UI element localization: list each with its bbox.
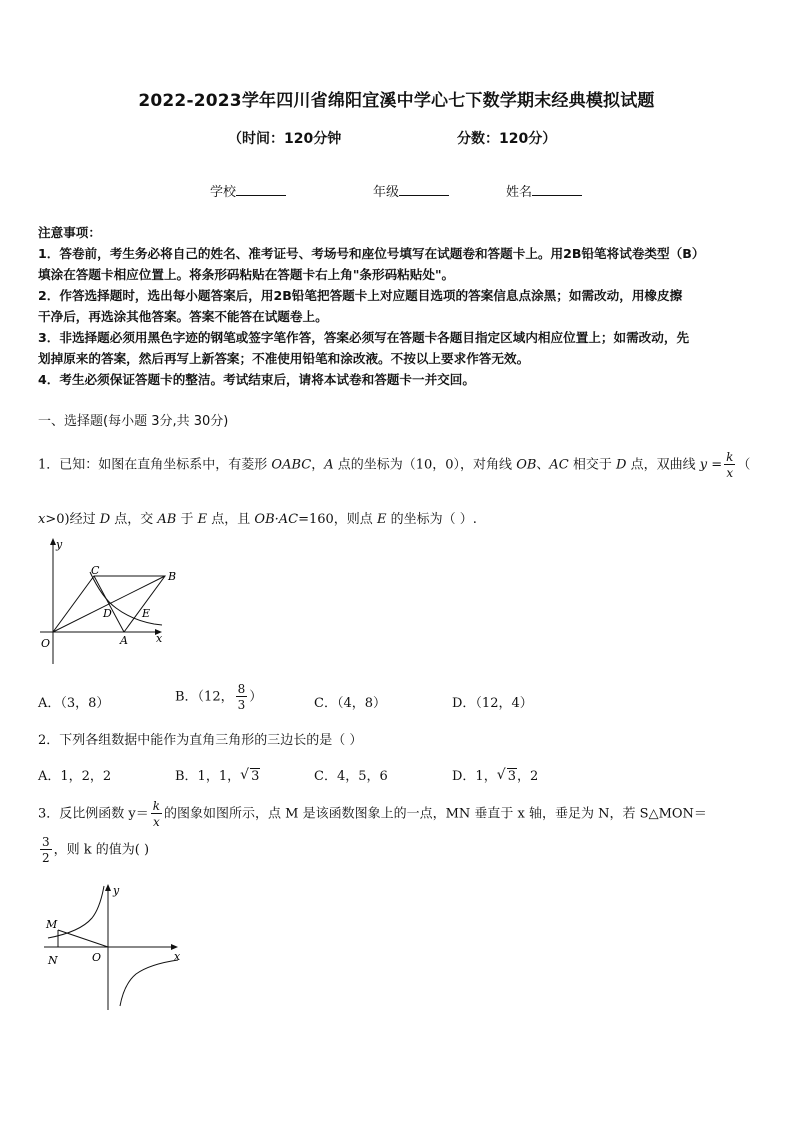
q2-option-a[interactable]: A．1，2，2	[38, 769, 112, 784]
q1-text: 点，且	[207, 512, 255, 527]
exam-time: （时间：120分钟	[228, 131, 342, 147]
q1-e: E	[197, 512, 208, 527]
label-b: B	[168, 570, 176, 583]
sqrt-symbol	[240, 769, 260, 784]
label-x: x	[156, 632, 163, 645]
option-text: ，2	[516, 769, 539, 784]
q1-fraction	[724, 451, 735, 479]
notes-line: 4．考生必须保证答题卡的整洁。考试结束后，请将本试卷和答题卡一并交回。	[38, 372, 475, 387]
name-blank[interactable]	[532, 183, 582, 196]
q1-oabc: OABC	[271, 457, 312, 473]
q1-a: A	[324, 457, 334, 473]
section-heading: 一、选择题(每小题 3分,共 30分)	[38, 414, 229, 429]
option-text: B．（12，	[175, 689, 234, 705]
page-title: 2022-2023学年四川省绵阳宜溪中学心七下数学期末经典模拟试题	[138, 91, 655, 111]
q1-text: 点，双曲线	[626, 457, 700, 473]
label-m: M	[46, 918, 58, 931]
q3-text: 的图象如图所示，点 M 是该函数图象上的一点，MN 垂直于 x 轴，垂足为 N，若 S△MON＝	[164, 806, 707, 822]
y-axis-arrow	[105, 884, 111, 891]
option-text: ）	[249, 689, 263, 705]
label-a: A	[120, 634, 128, 647]
radicand: 3	[251, 769, 260, 784]
option-text: B．1，1，	[175, 769, 241, 784]
q1-text: 于	[176, 512, 198, 527]
q2-option-b[interactable]	[175, 765, 260, 784]
q1-text: =160，则点	[298, 512, 377, 527]
notes-line: 3．非选择题必须用黑色字迹的钢笔或签字笔作答，答案必须写在答题卡各题目指定区域内相应位置上；如需改动，先	[38, 330, 690, 345]
label-d: D	[103, 607, 112, 620]
q3-figure	[40, 880, 188, 1014]
name-field	[506, 181, 582, 200]
grade-label: 年级	[373, 185, 400, 200]
notes-line: 划掉原来的答案，然后再写上新答案；不准使用铅笔和涂改液。不按以上要求作答无效。	[38, 351, 530, 366]
q1-text: 点，交	[110, 512, 158, 527]
label-y: y	[113, 884, 120, 897]
notes-block	[38, 222, 758, 390]
q1-text: 、	[536, 457, 550, 473]
q1-text: 点的坐标为（10，0），对角线	[333, 457, 517, 473]
q1-text: 1．已知：如图在直角坐标系中，有菱形	[38, 457, 272, 473]
q3-line1	[38, 800, 707, 828]
q1-ratio: OB·AC	[254, 512, 299, 527]
q1-line2	[38, 508, 477, 527]
school-blank[interactable]	[236, 183, 286, 196]
q1-y-eq: y =	[699, 457, 723, 473]
q1-ob: OB	[516, 457, 537, 473]
fraction-denominator: 2	[42, 851, 50, 865]
q1-text: >0)经过	[45, 512, 100, 527]
radical-sign: √	[496, 767, 506, 783]
sqrt-symbol	[497, 769, 517, 784]
q1-d: D	[99, 512, 111, 527]
label-c: C	[91, 564, 100, 577]
notes-line: 1．答卷前，考生务必将自己的姓名、准考证号、考场号和座位号填写在试题卷和答题卡上。用2B铅笔将试卷类型（B）	[38, 246, 705, 261]
q1-line1	[38, 451, 750, 479]
grade-field	[373, 181, 449, 200]
option-fraction	[236, 683, 248, 711]
school-field	[210, 181, 286, 200]
fraction-denominator: 3	[237, 698, 246, 712]
radicand: 3	[507, 769, 516, 784]
q3-fraction	[151, 800, 162, 828]
q2-option-d[interactable]	[452, 765, 538, 784]
q1-text: ，	[311, 457, 325, 473]
q1-figure	[36, 536, 176, 670]
q2-stem: 2．下列各组数据中能作为直角三角形的三边长的是（ ）	[38, 733, 363, 748]
notes-line: 干净后，再选涂其他答案。答案不能答在试题卷上。	[38, 309, 328, 324]
exam-score: 分数：120分）	[457, 131, 557, 147]
label-o: O	[41, 637, 51, 650]
q1-text: 的坐标为（ ）.	[386, 512, 477, 527]
hyperbola-curve	[90, 572, 162, 625]
school-label: 学校	[210, 185, 237, 200]
q1-option-d[interactable]: D．（12，4）	[452, 696, 533, 711]
q1-option-b[interactable]	[175, 683, 262, 711]
name-label: 姓名	[506, 185, 533, 200]
notes-line: 2．作答选择题时，选出每小题答案后，用2B铅笔把答题卡上对应题目选项的答案信息点涂黑；如需改动，用橡皮擦	[38, 288, 683, 303]
label-o: O	[92, 951, 102, 964]
label-x: x	[174, 950, 181, 963]
q3-line2	[38, 836, 149, 864]
label-e: E	[142, 607, 151, 620]
diagonal-ac	[94, 576, 124, 632]
hyperbola-branch-right	[120, 960, 178, 1006]
q1-x: x	[38, 512, 46, 527]
label-y: y	[56, 538, 63, 551]
fraction-numerator: 3	[42, 835, 50, 849]
label-n: N	[48, 954, 58, 967]
q3-text: 3．反比例函数 y＝	[38, 806, 149, 822]
option-text: D．1，	[452, 769, 497, 784]
q1-d: D	[616, 457, 627, 473]
q3-text: ，则 k 的值为( )	[53, 842, 150, 858]
q2-option-c[interactable]: C．4，5，6	[314, 769, 388, 784]
q1-text: 相交于	[568, 457, 617, 473]
q3-area-fraction	[40, 836, 52, 864]
notes-heading: 注意事项：	[38, 225, 101, 240]
q1-ab: AB	[157, 512, 177, 527]
notes-line: 填涂在答题卡相应位置上。将条形码粘贴在答题卡右上角"条形码粘贴处"。	[38, 267, 455, 282]
q1-option-a[interactable]: A．（3，8）	[38, 696, 110, 711]
grade-blank[interactable]	[399, 183, 449, 196]
fraction-denominator: x	[153, 815, 160, 829]
q1-option-c[interactable]: C．（4，8）	[314, 696, 386, 711]
fraction-numerator: k	[152, 799, 161, 813]
fraction-denominator: x	[726, 466, 734, 480]
fraction-numerator: k	[726, 450, 734, 464]
q1-text: （	[737, 457, 751, 473]
radical-sign: √	[240, 767, 250, 783]
q1-ac: AC	[549, 457, 569, 473]
q1-e: E	[376, 512, 387, 527]
segment-mo	[58, 930, 108, 947]
fraction-numerator: 8	[237, 682, 246, 696]
